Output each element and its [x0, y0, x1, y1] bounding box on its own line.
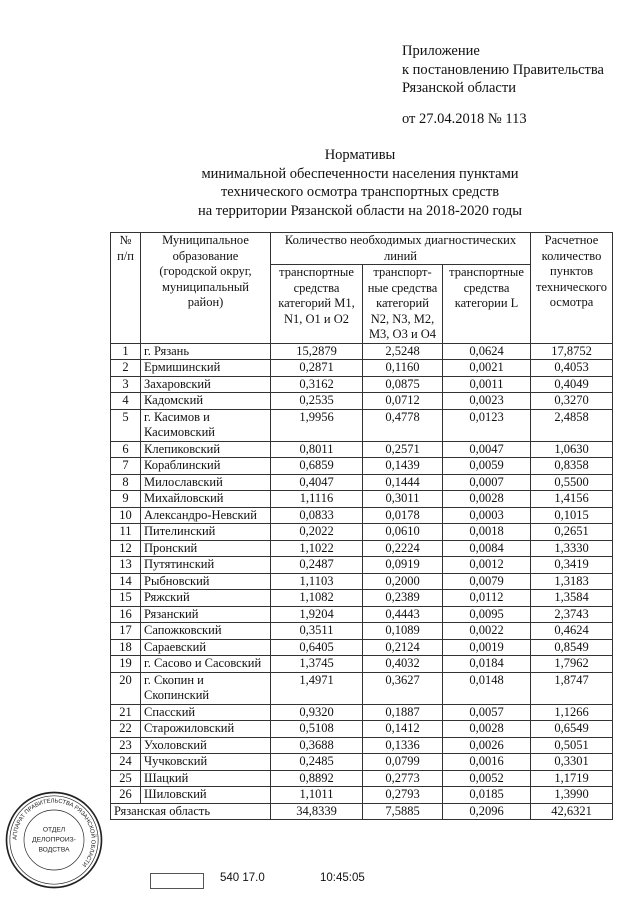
lines-n2-n3: 0,2124 [363, 639, 443, 656]
lines-m1-n1: 0,2487 [271, 557, 363, 574]
lines-m1-n1: 0,2535 [271, 393, 363, 410]
table-row [111, 754, 613, 771]
table-row [111, 787, 613, 804]
lines-m1-n1: 1,9956 [271, 409, 363, 441]
municipality-name: Захаровский [141, 376, 271, 393]
lines-l: 0,0047 [443, 441, 531, 458]
lines-n2-n3: 2,5248 [363, 343, 443, 360]
table-row [111, 507, 613, 524]
svg-text:ОТДЕЛ: ОТДЕЛ [42, 826, 66, 834]
table-row [111, 343, 613, 360]
row-number: 11 [111, 524, 141, 541]
lines-l: 0,0095 [443, 606, 531, 623]
row-number: 1 [111, 343, 141, 360]
row-number: 3 [111, 376, 141, 393]
row-number: 26 [111, 787, 141, 804]
municipality-name: Шацкий [141, 770, 271, 787]
title-line: Нормативы [324, 147, 396, 163]
svg-text:ДЕЛОПРОИЗ-: ДЕЛОПРОИЗ- [32, 836, 76, 844]
inspection-points: 0,4624 [531, 623, 613, 640]
municipality-name: г. Касимов и Касимовский [141, 409, 271, 441]
inspection-points: 0,4053 [531, 360, 613, 377]
lines-m1-n1: 1,1103 [271, 573, 363, 590]
row-number: 12 [111, 540, 141, 557]
inspection-points: 0,1015 [531, 507, 613, 524]
lines-l: 0,0019 [443, 639, 531, 656]
lines-l: 0,0012 [443, 557, 531, 574]
municipality-name: г. Скопин и Скопинский [141, 672, 271, 704]
header-c3: транспортные средства категории L [443, 265, 531, 344]
footer-number: 540 17.0 [220, 872, 265, 884]
table-row [111, 737, 613, 754]
inspection-points: 1,8747 [531, 672, 613, 704]
lines-n2-n3: 0,0919 [363, 557, 443, 574]
table-row [111, 656, 613, 673]
header-num: № п/п [111, 233, 141, 344]
inspection-points: 1,4156 [531, 491, 613, 508]
table-row [111, 409, 613, 441]
table-row [111, 360, 613, 377]
total-value: 34,8339 [271, 803, 363, 820]
table-row [111, 557, 613, 574]
lines-l: 0,0624 [443, 343, 531, 360]
lines-l: 0,0023 [443, 393, 531, 410]
row-number: 17 [111, 623, 141, 640]
inspection-points: 17,8752 [531, 343, 613, 360]
row-number: 15 [111, 590, 141, 607]
lines-n2-n3: 0,3627 [363, 672, 443, 704]
lines-n2-n3: 0,0875 [363, 376, 443, 393]
lines-n2-n3: 0,4778 [363, 409, 443, 441]
appendix-line: Приложение [402, 43, 480, 59]
header-c4: Расчетное количество пунктов технического осмотра [531, 233, 613, 344]
municipality-name: Клепиковский [141, 441, 271, 458]
lines-l: 0,0057 [443, 704, 531, 721]
inspection-points: 0,5051 [531, 737, 613, 754]
lines-l: 0,0028 [443, 491, 531, 508]
lines-m1-n1: 0,3162 [271, 376, 363, 393]
lines-m1-n1: 1,1116 [271, 491, 363, 508]
lines-m1-n1: 0,8892 [271, 770, 363, 787]
row-number: 22 [111, 721, 141, 738]
table-row [111, 573, 613, 590]
row-number: 5 [111, 409, 141, 441]
header-c2: транспорт-ные средства категорий N2, N3, M2, M3, O3 и O4 [363, 265, 443, 344]
lines-l: 0,0079 [443, 573, 531, 590]
municipality-name: Милославский [141, 474, 271, 491]
inspection-points: 1,7962 [531, 656, 613, 673]
lines-m1-n1: 0,3511 [271, 623, 363, 640]
row-number: 4 [111, 393, 141, 410]
lines-n2-n3: 0,1887 [363, 704, 443, 721]
total-row [111, 803, 613, 820]
table-row [111, 672, 613, 704]
municipality-name: Кадомский [141, 393, 271, 410]
municipality-name: Рыбновский [141, 573, 271, 590]
table-row [111, 623, 613, 640]
inspection-points: 0,3270 [531, 393, 613, 410]
inspection-points: 0,8358 [531, 458, 613, 475]
registry-logo-icon [150, 873, 204, 889]
inspection-points: 1,1266 [531, 704, 613, 721]
total-label: Рязанская область [111, 803, 271, 820]
lines-n2-n3: 0,2224 [363, 540, 443, 557]
appendix-date: от 27.04.2018 № 113 [402, 110, 527, 127]
appendix-block [402, 42, 604, 128]
lines-l: 0,0003 [443, 507, 531, 524]
lines-m1-n1: 1,4971 [271, 672, 363, 704]
lines-n2-n3: 0,1160 [363, 360, 443, 377]
municipality-name: Ермишинский [141, 360, 271, 377]
row-number: 24 [111, 754, 141, 771]
lines-n2-n3: 0,2571 [363, 441, 443, 458]
lines-l: 0,0184 [443, 656, 531, 673]
footer [150, 872, 550, 890]
document-title [150, 146, 570, 220]
lines-m1-n1: 0,4047 [271, 474, 363, 491]
table-row [111, 393, 613, 410]
lines-n2-n3: 0,4443 [363, 606, 443, 623]
lines-m1-n1: 0,9320 [271, 704, 363, 721]
title-line: технического осмотра транспортных средств [220, 184, 500, 200]
row-number: 19 [111, 656, 141, 673]
municipality-name: Кораблинский [141, 458, 271, 475]
lines-n2-n3: 0,0799 [363, 754, 443, 771]
table-row [111, 606, 613, 623]
table-row [111, 474, 613, 491]
official-stamp [4, 790, 104, 890]
inspection-points: 0,6549 [531, 721, 613, 738]
inspection-points: 1,3183 [531, 573, 613, 590]
inspection-points: 1,0630 [531, 441, 613, 458]
table-row [111, 524, 613, 541]
lines-l: 0,0011 [443, 376, 531, 393]
municipality-name: Александро-Невский [141, 507, 271, 524]
appendix-line: к постановлению Правительства [402, 61, 604, 78]
lines-m1-n1: 15,2879 [271, 343, 363, 360]
table-row [111, 639, 613, 656]
inspection-points: 0,8549 [531, 639, 613, 656]
footer-time: 10:45:05 [320, 872, 365, 884]
inspection-points: 1,3584 [531, 590, 613, 607]
row-number: 13 [111, 557, 141, 574]
lines-n2-n3: 0,1444 [363, 474, 443, 491]
table-row [111, 441, 613, 458]
lines-n2-n3: 0,2000 [363, 573, 443, 590]
municipality-name: Рязанский [141, 606, 271, 623]
lines-n2-n3: 0,2793 [363, 787, 443, 804]
lines-l: 0,0084 [443, 540, 531, 557]
municipality-name: Пителинский [141, 524, 271, 541]
lines-m1-n1: 0,0833 [271, 507, 363, 524]
row-number: 8 [111, 474, 141, 491]
municipality-name: Пронский [141, 540, 271, 557]
lines-m1-n1: 0,2022 [271, 524, 363, 541]
lines-n2-n3: 0,1089 [363, 623, 443, 640]
lines-l: 0,0059 [443, 458, 531, 475]
row-number: 14 [111, 573, 141, 590]
lines-m1-n1: 0,5108 [271, 721, 363, 738]
municipality-name: Путятинский [141, 557, 271, 574]
lines-l: 0,0007 [443, 474, 531, 491]
lines-n2-n3: 0,0610 [363, 524, 443, 541]
lines-l: 0,0028 [443, 721, 531, 738]
lines-m1-n1: 0,3688 [271, 737, 363, 754]
lines-l: 0,0052 [443, 770, 531, 787]
lines-n2-n3: 0,3011 [363, 491, 443, 508]
inspection-points: 0,2651 [531, 524, 613, 541]
row-number: 7 [111, 458, 141, 475]
lines-m1-n1: 0,2871 [271, 360, 363, 377]
row-number: 20 [111, 672, 141, 704]
table-row [111, 770, 613, 787]
total-value: 7,5885 [363, 803, 443, 820]
lines-m1-n1: 1,1011 [271, 787, 363, 804]
municipality-name: Старожиловский [141, 721, 271, 738]
municipality-name: Шиловский [141, 787, 271, 804]
lines-n2-n3: 0,1336 [363, 737, 443, 754]
lines-l: 0,0021 [443, 360, 531, 377]
table-row [111, 376, 613, 393]
lines-l: 0,0148 [443, 672, 531, 704]
header-c1: транспортные средства категорий M1, N1, O1 и O2 [271, 265, 363, 344]
svg-text:ВОДСТВА: ВОДСТВА [38, 846, 70, 854]
table-row [111, 540, 613, 557]
lines-m1-n1: 1,3745 [271, 656, 363, 673]
table-row [111, 458, 613, 475]
total-value: 0,2096 [443, 803, 531, 820]
municipality-name: г. Рязань [141, 343, 271, 360]
inspection-points: 2,3743 [531, 606, 613, 623]
lines-l: 0,0185 [443, 787, 531, 804]
municipality-name: Ухоловский [141, 737, 271, 754]
lines-l: 0,0022 [443, 623, 531, 640]
municipality-name: Сараевский [141, 639, 271, 656]
lines-n2-n3: 0,4032 [363, 656, 443, 673]
lines-m1-n1: 1,1022 [271, 540, 363, 557]
row-number: 23 [111, 737, 141, 754]
row-number: 9 [111, 491, 141, 508]
municipality-name: Спасский [141, 704, 271, 721]
inspection-points: 2,4858 [531, 409, 613, 441]
lines-l: 0,0018 [443, 524, 531, 541]
header-group: Количество необходимых диагностических линий [271, 233, 531, 265]
lines-m1-n1: 0,6859 [271, 458, 363, 475]
inspection-points: 0,4049 [531, 376, 613, 393]
municipality-name: Михайловский [141, 491, 271, 508]
inspection-points: 1,3330 [531, 540, 613, 557]
inspection-points: 1,1719 [531, 770, 613, 787]
lines-m1-n1: 1,9204 [271, 606, 363, 623]
lines-n2-n3: 0,2773 [363, 770, 443, 787]
lines-l: 0,0112 [443, 590, 531, 607]
inspection-points: 0,5500 [531, 474, 613, 491]
row-number: 10 [111, 507, 141, 524]
stamp-ring-text: АППАРАТ ПРАВИТЕЛЬСТВА РЯЗАНСКОЙ ОБЛАСТИ [12, 798, 96, 868]
inspection-points: 0,3419 [531, 557, 613, 574]
title-line: на территории Рязанской области на 2018-2020 годы [197, 202, 523, 219]
appendix-line: Рязанской области [402, 80, 516, 96]
header-name: Муниципальное образование (городской округ, муниципальный район) [141, 233, 271, 344]
municipality-name: Ряжский [141, 590, 271, 607]
lines-m1-n1: 1,1082 [271, 590, 363, 607]
lines-n2-n3: 0,1439 [363, 458, 443, 475]
inspection-points: 1,3990 [531, 787, 613, 804]
municipality-name: г. Сасово и Сасовский [141, 656, 271, 673]
row-number: 21 [111, 704, 141, 721]
lines-m1-n1: 0,8011 [271, 441, 363, 458]
row-number: 6 [111, 441, 141, 458]
title-line: минимальной обеспеченности населения пунктами [201, 165, 519, 182]
lines-n2-n3: 0,0178 [363, 507, 443, 524]
lines-m1-n1: 0,2485 [271, 754, 363, 771]
table-row [111, 590, 613, 607]
lines-n2-n3: 0,1412 [363, 721, 443, 738]
table-row [111, 704, 613, 721]
row-number: 16 [111, 606, 141, 623]
lines-l: 0,0026 [443, 737, 531, 754]
municipality-name: Чучковский [141, 754, 271, 771]
table-row [111, 721, 613, 738]
row-number: 2 [111, 360, 141, 377]
inspection-points: 0,3301 [531, 754, 613, 771]
row-number: 25 [111, 770, 141, 787]
norms-table [110, 232, 613, 820]
lines-l: 0,0016 [443, 754, 531, 771]
lines-m1-n1: 0,6405 [271, 639, 363, 656]
lines-n2-n3: 0,0712 [363, 393, 443, 410]
lines-n2-n3: 0,2389 [363, 590, 443, 607]
row-number: 18 [111, 639, 141, 656]
municipality-name: Сапожковский [141, 623, 271, 640]
lines-l: 0,0123 [443, 409, 531, 441]
total-value: 42,6321 [531, 803, 613, 820]
table-row [111, 491, 613, 508]
